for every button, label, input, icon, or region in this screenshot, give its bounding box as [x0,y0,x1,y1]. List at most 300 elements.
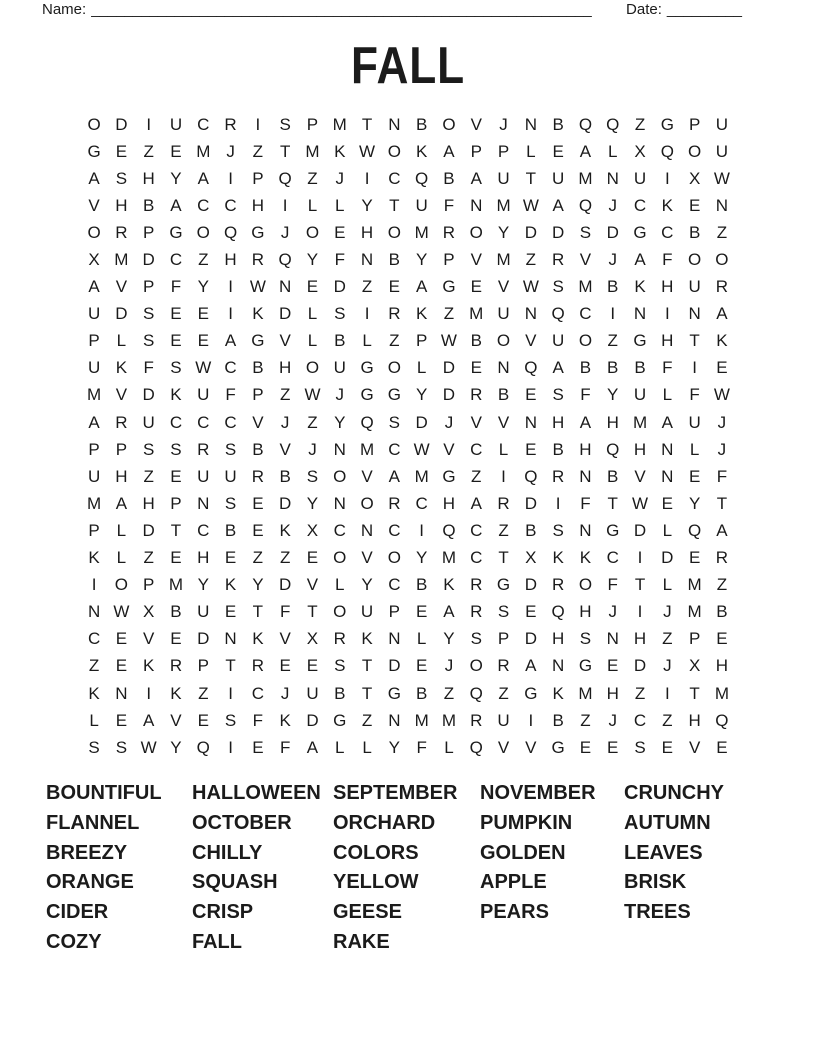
grid-cell: J [608,602,617,622]
grid-cell: R [333,629,346,649]
word-list-item: YELLOW [333,871,419,894]
grid-cell: J [499,114,508,134]
grid-cell: E [716,358,728,378]
grid-cell: A [197,168,209,188]
grid-cell: C [197,520,210,540]
grid-cell: J [280,222,290,242]
grid-cell: P [497,629,510,649]
grid-cell: A [716,304,728,324]
grid-cell: A [306,737,319,757]
grid-cell: T [525,168,537,188]
grid-cell: Q [715,710,729,730]
grid-cell: V [252,412,264,432]
grid-cell: X [688,168,701,188]
grid-cell: V [443,439,455,459]
grid-cell: Z [525,250,537,270]
grid-cell: S [88,737,100,757]
grid-cell: A [170,195,182,215]
grid-cell: R [715,277,729,297]
grid-cell: C [169,250,183,270]
grid-cell: L [607,141,618,161]
grid-cell: P [388,602,401,622]
grid-cell: O [387,222,401,242]
grid-cell: D [142,385,155,405]
grid-cell: R [115,222,128,242]
grid-cell: H [279,358,292,378]
title-wrap [0,37,816,105]
grid-cell: Y [497,222,510,242]
grid-cell: H [224,250,237,270]
worksheet-header [42,0,742,19]
grid-cell: N [333,493,346,513]
word-list-item: HALLOWEEN [192,782,321,804]
grid-cell: D [524,222,537,242]
grid-cell: G [87,141,101,161]
grid-cell: A [716,520,728,540]
grid-cell: E [252,737,264,757]
word-list-item: SEPTEMBER [333,782,458,804]
grid-cell: Z [471,466,482,486]
grid-cell: P [115,439,128,459]
grid-cell: T [361,683,373,703]
grid-cell: S [579,629,592,649]
grid-cell: K [143,656,155,676]
grid-cell: E [306,656,319,676]
grid-cell: E [197,710,209,730]
grid-cell: D [551,222,565,242]
grid-cell: C [224,412,237,432]
grid-cell: U [688,277,701,297]
grid-cell: R [715,548,729,568]
grid-cell: S [334,656,346,676]
grid-cell: K [361,629,373,649]
grid-cell: E [115,710,128,730]
grid-cell: A [224,331,237,351]
grid-cell: A [443,602,455,622]
grid-cell: U [633,385,647,405]
grid-cell: Y [170,737,182,757]
grid-cell: N [87,602,101,622]
grid-cell: H [142,168,155,188]
grid-cell: D [415,412,428,432]
grid-cell: E [252,520,264,540]
grid-cell: J [280,412,290,432]
grid-cell: J [335,385,344,405]
grid-cell: U [497,304,510,324]
word-list-item: COLORS [333,841,419,864]
grid-cell: C [251,683,264,703]
grid-cell: Z [716,222,728,242]
grid-cell: O [469,656,483,676]
grid-cell: L [335,575,345,595]
word-list-item: LEAVES [624,841,703,864]
grid-cell: K [415,304,428,324]
grid-cell: U [497,168,510,188]
grid-cell: S [170,439,182,459]
grid-cell: L [307,195,318,215]
grid-cell: Y [415,548,428,568]
grid-cell: N [115,683,128,703]
grid-cell: T [498,548,509,568]
grid-cell: S [115,168,128,188]
grid-cell: E [688,195,701,215]
grid-cell: N [606,629,619,649]
grid-cell: Z [634,683,646,703]
grid-cell: G [660,114,674,134]
grid-cell: A [88,277,100,297]
grid-cell: I [555,493,561,513]
grid-cell: J [308,439,317,459]
grid-cell: P [415,331,428,351]
grid-cell: H [551,629,565,649]
grid-cell: L [307,331,318,351]
grid-cell: B [525,520,537,540]
grid-cell: E [279,656,291,676]
grid-cell: O [333,602,347,622]
word-list [46,779,776,958]
grid-cell: D [442,358,456,378]
grid-cell: K [88,683,100,703]
grid-cell: Q [551,304,565,324]
word-list-item: CIDER [46,901,109,924]
grid-cell: V [361,466,373,486]
grid-cell: T [689,331,700,351]
grid-cell: O [360,493,374,513]
grid-cell: Z [279,385,291,405]
grid-cell: E [170,304,182,324]
grid-cell: B [224,520,237,540]
grid-cell: P [88,439,100,459]
grid-cell: F [689,385,700,405]
grid-cell: F [170,277,182,297]
grid-cell: B [634,358,646,378]
grid-cell: S [224,710,237,730]
grid-cell: D [197,629,210,649]
grid-cell: G [524,683,538,703]
grid-cell: O [469,222,483,242]
grid-cell: T [307,602,318,622]
grid-cell: R [551,575,565,595]
grid-cell: Q [578,114,593,134]
grid-cell: H [142,493,155,513]
grid-cell: Q [278,168,292,188]
puzzle-title: FALL [351,37,465,95]
grid-cell: C [388,439,401,459]
grid-cell: U [306,683,319,703]
grid-cell: L [416,358,427,378]
grid-cell: K [115,358,128,378]
word-list-column [333,779,480,958]
grid-cell: A [634,250,646,270]
grid-cell: J [335,168,344,188]
grid-cell: W [522,195,539,215]
grid-cell: D [388,656,401,676]
grid-cell: Q [223,222,238,242]
grid-cell: Z [443,683,455,703]
grid-cell: A [525,656,537,676]
grid-cell: K [252,304,264,324]
grid-cell: P [252,385,264,405]
grid-cell: E [470,277,482,297]
grid-cell: D [442,385,456,405]
grid-cell: K [634,277,646,297]
grid-cell: E [224,548,237,568]
word-list-item: CHILLY [192,841,263,864]
grid-cell: K [170,683,182,703]
grid-cell: L [116,331,127,351]
grid-cell: H [251,195,264,215]
grid-cell: I [228,168,233,188]
grid-cell: J [717,412,727,432]
grid-cell: O [715,250,729,270]
grid-cell: V [634,466,646,486]
grid-cell: P [170,493,182,513]
name-field [42,0,592,19]
grid-cell: F [143,358,154,378]
grid-cell: S [170,358,182,378]
word-list-item: GOLDEN [480,841,566,864]
grid-cell: O [196,222,210,242]
grid-cell: O [688,250,702,270]
word-list-item: COZY [46,930,102,953]
grid-cell: R [388,493,401,513]
grid-cell: V [470,412,482,432]
grid-cell: U [497,710,510,730]
grid-cell: X [525,548,537,568]
grid-cell: H [579,439,592,459]
grid-cell: O [578,331,593,351]
grid-cell: E [115,656,128,676]
grid-cell: M [332,114,347,134]
grid-cell: K [88,548,100,568]
grid-cell: B [688,222,701,242]
grid-cell: M [196,141,211,161]
grid-cell: K [279,520,291,540]
grid-cell: O [333,548,347,568]
grid-cell: E [170,629,182,649]
grid-cell: E [716,629,728,649]
grid-cell: E [252,493,264,513]
grid-cell: V [88,195,100,215]
grid-cell: D [279,304,292,324]
grid-cell: K [661,195,673,215]
grid-cell: G [333,710,347,730]
grid-cell: V [279,331,291,351]
grid-cell: S [115,737,128,757]
grid-cell: Y [443,629,455,649]
grid-cell: K [443,575,455,595]
grid-cell: B [552,114,564,134]
grid-cell: O [688,141,702,161]
grid-cell: M [87,493,102,513]
grid-cell: U [333,358,346,378]
grid-cell: X [143,602,155,622]
grid-cell: Z [252,141,264,161]
word-list-item: CRISP [192,901,254,924]
grid-cell: Q [660,141,674,161]
grid-cell: L [116,548,127,568]
grid-cell: K [334,141,346,161]
grid-cell: U [224,466,237,486]
grid-cell: Z [580,710,591,730]
grid-cell: N [279,277,292,297]
grid-cell: I [664,168,670,188]
grid-cell: V [115,277,128,297]
grid-cell: V [579,250,592,270]
grid-cell: N [633,304,647,324]
grid-cell: S [470,629,482,649]
grid-cell: G [551,737,565,757]
grid-cell: U [551,168,565,188]
grid-cell: R [197,439,210,459]
word-list-item: BRISK [624,871,687,894]
grid-cell: T [361,114,373,134]
grid-cell: Y [170,168,182,188]
grid-cell: H [633,629,647,649]
grid-cell: W [522,277,539,297]
grid-cell: V [143,629,155,649]
grid-cell: P [688,114,701,134]
grid-cell: J [280,683,290,703]
grid-cell: L [662,575,673,595]
grid-cell: E [170,466,182,486]
grid-cell: S [143,439,155,459]
grid-cell: V [361,548,373,568]
grid-cell: X [688,656,701,676]
word-list-column [480,779,624,958]
grid-cell: D [524,629,537,649]
grid-cell: D [142,250,155,270]
grid-cell: T [716,493,728,513]
grid-cell: T [279,141,291,161]
word-list-item: CRUNCHY [624,782,724,804]
grid-cell: W [413,439,430,459]
grid-cell: W [195,358,212,378]
grid-cell: Z [498,683,509,703]
grid-cell: E [224,602,237,622]
grid-cell: H [661,277,674,297]
grid-cell: J [226,141,235,161]
grid-cell: M [414,222,429,242]
grid-cell: R [470,710,483,730]
grid-cell: R [470,575,483,595]
grid-cell: L [307,304,318,324]
grid-cell: R [551,466,565,486]
grid-cell: H [606,412,619,432]
grid-cell: Z [198,250,209,270]
grid-cell: Z [634,114,646,134]
grid-cell: O [87,222,101,242]
grid-cell: L [662,385,673,405]
name-blank-line: ____________________________________________________________ [91,1,592,18]
grid-cell: Q [442,520,456,540]
grid-cell: C [333,520,346,540]
grid-cell: E [607,737,619,757]
grid-cell: B [607,277,619,297]
word-list-item: FLANNEL [46,811,140,834]
grid-cell: G [442,277,456,297]
grid-cell: Q [606,439,620,459]
grid-cell: Y [415,385,428,405]
grid-cell: D [115,304,128,324]
grid-cell: C [197,412,210,432]
grid-cell: W [304,385,321,405]
grid-cell: E [115,629,128,649]
grid-cell: O [87,114,101,134]
grid-cell: E [197,304,209,324]
grid-cell: Q [524,358,538,378]
grid-cell: R [251,466,264,486]
grid-cell: W [249,277,266,297]
grid-cell: C [224,195,237,215]
grid-cell: Y [607,385,619,405]
word-list-item: ORCHARD [333,811,436,834]
grid-cell: N [688,304,701,324]
grid-cell: Y [306,250,319,270]
grid-cell: Z [143,466,154,486]
grid-cell: A [388,466,401,486]
word-list-item: RAKE [333,930,390,953]
grid-cell: M [578,683,593,703]
grid-cell: B [334,683,346,703]
grid-cell: S [634,737,646,757]
grid-cell: W [713,385,730,405]
grid-cell: B [443,168,455,188]
grid-cell: N [470,195,483,215]
grid-cell: D [306,710,319,730]
grid-cell: G [578,656,593,676]
grid-cell: A [415,277,428,297]
grid-cell: K [579,548,592,568]
grid-cell: L [335,195,345,215]
grid-cell: U [87,466,101,486]
grid-cell: F [279,602,291,622]
grid-cell: C [197,114,210,134]
grid-cell: K [252,629,264,649]
date-label: Date: [626,1,662,18]
grid-cell: E [661,737,673,757]
grid-cell: D [333,277,346,297]
grid-cell: O [578,575,593,595]
grid-cell: R [251,250,264,270]
grid-cell: I [282,195,288,215]
word-list-item: BOUNTIFUL [46,782,162,804]
grid-cell: F [225,385,236,405]
grid-cell: M [496,250,511,270]
grid-cell: W [113,602,130,622]
grid-cell: L [362,737,372,757]
grid-cell: J [663,656,672,676]
grid-cell: D [524,493,537,513]
grid-cell: I [664,683,670,703]
grid-cell: I [637,548,643,568]
grid-cell: S [224,439,237,459]
grid-cell: R [251,656,264,676]
grid-cell: S [579,222,592,242]
grid-cell: Z [662,629,673,649]
grid-cell: G [496,575,511,595]
grid-cell: E [579,737,592,757]
name-label: Name: [42,1,87,18]
grid-cell: E [525,439,537,459]
grid-cell: B [607,466,619,486]
grid-cell: Y [415,250,428,270]
grid-cell: H [360,222,374,242]
grid-cell: N [388,629,401,649]
grid-cell: N [224,629,237,649]
grid-cell: A [579,141,592,161]
grid-cell: N [360,520,374,540]
